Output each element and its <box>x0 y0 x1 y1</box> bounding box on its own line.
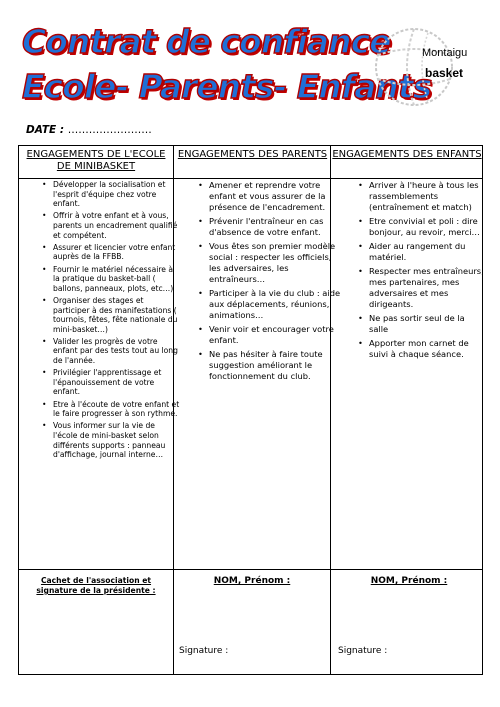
list-item: • Privilégier l'apprentissage et l'épanouissement de votre enfant. <box>39 368 181 397</box>
list-item: • Arriver à l'heure à tous les rassemblements (entraînement et match) <box>355 180 485 213</box>
child-name-label: NOM, Prénom : <box>370 576 448 586</box>
parent-signature-label: Signature : <box>179 646 229 656</box>
list-item: • Etre convivial et poli : dire bonjour, au revoir, merci… <box>355 216 485 238</box>
list-item: • Vous êtes son premier modèle social : respecter les officiels, les adversaires, les entraîneurs… <box>195 241 345 285</box>
list-item: • Venir voir et encourager votre enfant. <box>195 324 345 346</box>
list-item: • Prévenir l'entraîneur en cas d'absence de votre enfant. <box>195 216 345 238</box>
association-stamp-label: Cachet de l'association et signature de la présidente : <box>36 576 156 595</box>
child-signature-label: Signature : <box>338 646 388 656</box>
children-commitments-list <box>355 180 485 363</box>
list-item: • Offrir à votre enfant et à vous, parents un encadrement qualifié et compétent. <box>39 211 181 240</box>
list-item: • Participer à la vie du club : aide aux déplacements, réunions, animations… <box>195 288 345 321</box>
title-line-1: Contrat de confiance <box>22 22 391 61</box>
list-item: • Assurer et licencier votre enfant auprès de la FFBB. <box>39 243 181 262</box>
date-field <box>26 124 152 136</box>
list-item: • Aider au rangement du matériel. <box>355 241 485 263</box>
logo-text-basket: basket <box>425 66 464 80</box>
list-item: • Vous informer sur la vie de l'école de mini-basket selon différents supports : panneau d'affichage, journal interne… <box>39 421 181 459</box>
document-header <box>0 0 500 120</box>
title-line-2: Ecole- Parents- Enfants <box>22 67 432 106</box>
heading-children: ENGAGEMENTS DES ENFANTS <box>332 149 482 160</box>
list-item: • Etre à l'écoute de votre enfant et le faire progresser à son rythme. <box>39 400 181 419</box>
heading-school: ENGAGEMENTS DE L'ECOLE DE MINIBASKET <box>26 149 166 172</box>
header-row-divider <box>19 178 482 179</box>
commitment-table <box>18 145 483 675</box>
list-item: • Organiser des stages et participer à des manifestations ( tournois, fêtes, fête nationale du mini-basket…) <box>39 296 181 334</box>
list-item: • Fournir le matériel nécessaire à la pratique du basket-ball ( ballons, panneaux, plots, etc…) <box>39 265 181 294</box>
date-label: DATE : <box>26 124 65 136</box>
logo-text-montaigu: Montaigu <box>422 47 468 59</box>
parent-name-label: NOM, Prénom : <box>213 576 291 586</box>
parents-commitments-list <box>195 180 345 385</box>
list-item: • Valider les progrès de votre enfant par des tests tout au long de l'année. <box>39 337 181 366</box>
list-item: • Amener et reprendre votre enfant et vous assurer de la présence de l'encadrement. <box>195 180 345 213</box>
list-item: • Développer la socialisation et l'esprit d'équipe chez votre enfant. <box>39 180 181 209</box>
footer-row-divider <box>19 569 482 570</box>
heading-parents: ENGAGEMENTS DES PARENTS <box>177 149 328 160</box>
list-item: • Ne pas hésiter à faire toute suggestion améliorant le fonctionnement du club. <box>195 349 345 382</box>
list-item: • Apporter mon carnet de suivi à chaque séance. <box>355 338 485 360</box>
list-item: • Respecter mes entraîneurs, mes partenaires, mes adversaires et mes dirigeants. <box>355 266 485 310</box>
date-dots: …………………… <box>67 124 152 136</box>
list-item: • Ne pas sortir seul de la salle <box>355 313 485 335</box>
school-commitments-list <box>39 180 181 462</box>
